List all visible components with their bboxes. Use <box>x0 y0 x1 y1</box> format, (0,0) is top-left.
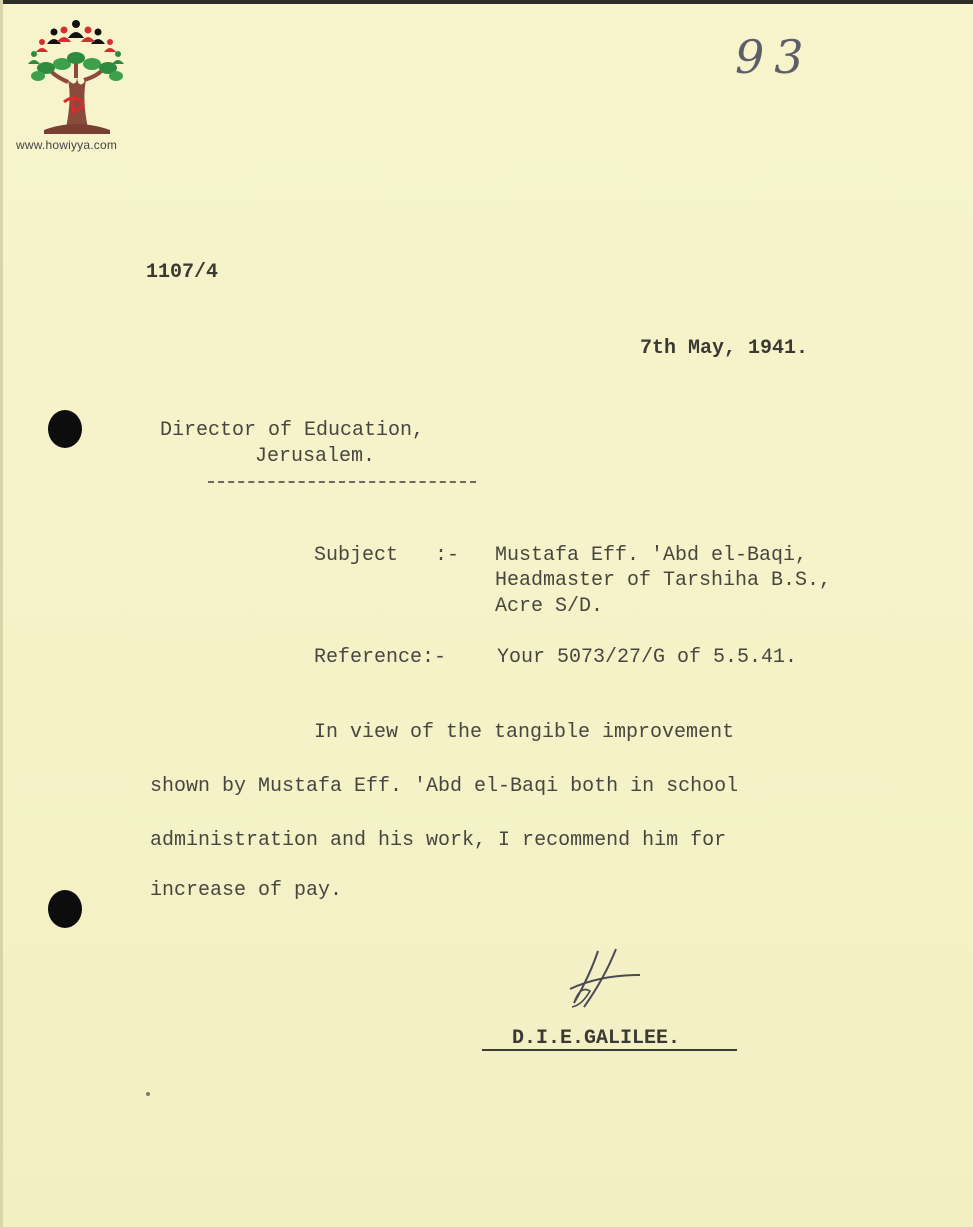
subject-label: Subject <box>314 544 399 567</box>
top-border <box>0 0 973 4</box>
addressee-line-2: Jerusalem. <box>255 445 376 468</box>
punch-hole <box>48 890 82 928</box>
left-edge <box>0 0 3 1227</box>
subject-line: Headmaster of Tarshiha B.S., <box>495 569 832 592</box>
signature-underline <box>482 1049 737 1051</box>
addressee-line-1: Director of Education, <box>160 419 425 442</box>
family-tree-logo-icon <box>24 18 129 138</box>
paper-speck <box>146 1092 150 1096</box>
punch-hole <box>48 410 82 448</box>
signatory-name: D.I.E.GALILEE. <box>512 1027 681 1050</box>
body-line: increase of pay. <box>150 879 343 902</box>
body-line: administration and his work, I recommend him for <box>150 829 727 852</box>
subject-line: Acre S/D. <box>495 595 604 618</box>
logo-url[interactable]: www.howiyya.com <box>16 138 118 152</box>
reference-label: Reference:- <box>314 646 447 669</box>
page-number: 93 <box>735 30 814 84</box>
body-line: shown by Mustafa Eff. 'Abd el-Baqi both in school <box>150 775 739 798</box>
reference-number: 1107/4 <box>146 261 219 284</box>
subject-separator: :- <box>435 544 460 567</box>
letter-date: 7th May, 1941. <box>640 337 809 360</box>
addressee-underline <box>208 481 476 483</box>
body-line: In view of the tangible improvement <box>314 721 735 744</box>
subject-line: Mustafa Eff. 'Abd el-Baqi, <box>495 544 808 567</box>
handwritten-signature <box>560 945 650 1015</box>
reference-value: Your 5073/27/G of 5.5.41. <box>497 646 798 669</box>
